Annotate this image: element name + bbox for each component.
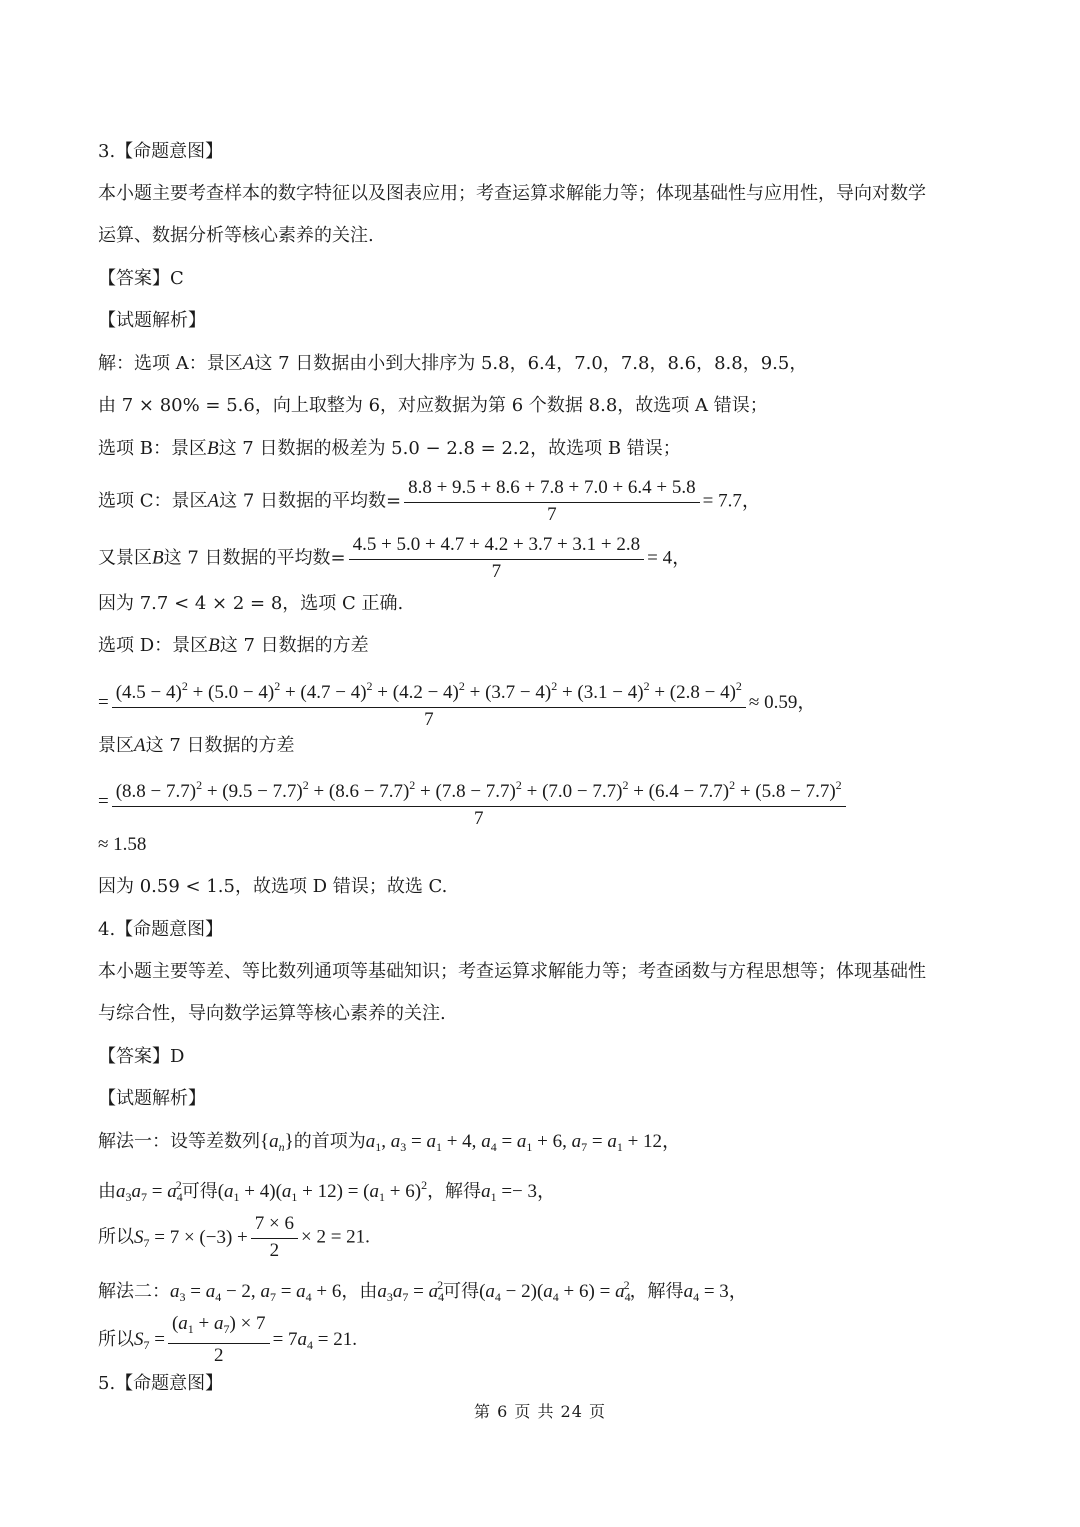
q4-intent-line-1: 本小题主要等差、等比数列通项等基础知识；考查运算求解能力等；考查函数与方程思想等；体现基础性 [98,961,926,982]
q4-analysis-label: 【试题解析】 [98,1088,206,1109]
page-footer: 第 6 页 共 24 页 [474,1402,606,1421]
q3-intent-line-1: 本小题主要考查样本的数字特征以及图表应用；考查运算求解能力等；体现基础性与应用性，导向对数学 [98,183,926,204]
q4-answer: 【答案】D [98,1046,185,1067]
q3-option-a-line-2: 由 7 × 80% = 5.6，向上取整为 6，对应数据为第 6 个数据 8.8，故选项 A 错误； [98,395,768,416]
q3-option-c-conclusion: 因为 7.7 < 4 × 2 = 8，选项 C 正确. [98,593,404,614]
fraction: $(8.8 - 7.7)^2 + (9.5 - 7.7)^2 + (8.6 - 7.7)^2 + (7.8 - 7.7)^2 + (7.0 - 7.7)^2 + (6.4 - 7.7)^2 + (5.8 - 7.7)^2$ 7 [112,773,846,831]
q3-variance-b: = $(4.5 - 4)^2 + (5.0 - 4)^2 + (4.7 - 4)^2 + (4.2 - 4)^2 + (3.7 - 4)^2 + (3.1 - 4)^2 + (2.8 - 4)^2$ 7 ≈ 0.59， [98,674,816,732]
q4-method-2-line-2: 所以$S_7$ = $\frac{(a_1 + a_7) \times 7}{2}$ = $7a_4 = 21$. [98,1313,357,1366]
q3-analysis-label: 【试题解析】 [98,310,206,331]
q4-method-1-line-3: 所以$S_7 = 7 \times (-3)$ + $\frac{7 \times 6}{2}$ × 2 = 21. [98,1213,370,1261]
q3-header: 3.【命题意图】 [98,141,224,162]
q5-header: 5.【命题意图】 [98,1373,224,1394]
q3-option-d: 选项 D：景区B这 7 日数据的方差 [98,635,369,656]
fraction: $\frac{8.8 + 9.5 + 8.6 + 7.8 + 7.0 + 6.4 + 5.8}{7}$ [404,476,700,527]
q3-variance-a-result: ≈ 1.58 [98,834,147,855]
q4-method-1-line-2: 由$a_3a_7 = a_4^2$可得$(a_1 + 4)(a_1 + 12) = (a_1 + 6)^2$，解得$a_1 =- 3$， [98,1178,556,1204]
q4-method-1-line-1: 解法一：设等差数列$\{a_n\}$的首项为$a_1$, $a_3 = a_1 + 4$, $a_4 = a_1 + 6$, $a_7 = a_1 + 12$， [98,1131,682,1154]
q3-option-c-mean: 选项 C：景区A这 7 日数据的平均数= $\frac{8.8 + 9.5 + 8.6 + 7.8 + 7.0 + 6.4 + 5.8}{7}$ = 7.7， [98,477,761,525]
q4-header: 4.【命题意图】 [98,919,224,940]
q3-variance-a: = $(8.8 - 7.7)^2 + (9.5 - 7.7)^2 + (8.6 - 7.7)^2 + (7.8 - 7.7)^2 + (7.0 - 7.7)^2 + (6.4 - 7.7)^2 + (5.8 - 7.7)^2$ 7 [98,773,849,831]
q3-intent-line-2: 运算、数据分析等核心素养的关注. [98,225,374,246]
q4-method-2-line-1: 解法二：$a_3 = a_4 - 2$, $a_7 = a_4 + 6$，由$a_3a_7 = a_4^2$可得$(a_4 - 2)(a_4 + 6) = a_4^2$，解得$a_4 = 3$， [98,1278,748,1304]
fraction: $\frac{(a_1 + a_7) \times 7}{2}$ [168,1312,270,1368]
fraction: $\frac{7 \times 6}{2}$ [251,1212,298,1263]
q3-answer: 【答案】C [98,268,184,289]
q3-option-c-mean-b: 又景区B这 7 日数据的平均数= $\frac{4.5 + 5.0 + 4.7 + 4.2 + 3.7 + 3.1 + 2.8}{7}$ = 4， [98,534,692,582]
q3-option-b: 选项 B：景区B这 7 日数据的极差为 5.0 − 2.8 = 2.2，故选项 B 错误； [98,438,681,459]
q4-intent-line-2: 与综合性，导向数学运算等核心素养的关注. [98,1003,446,1024]
q3-option-d-conclusion: 因为 0.59 < 1.5，故选项 D 错误；故选 C. [98,876,448,897]
q3-variance-a-label: 景区A这 7 日数据的方差 [98,735,295,756]
fraction: $(4.5 - 4)^2 + (5.0 - 4)^2 + (4.7 - 4)^2 + (4.2 - 4)^2 + (3.7 - 4)^2 + (3.1 - 4)^2 + (2.8 - 4)^2$ 7 [112,674,746,732]
fraction: $\frac{4.5 + 5.0 + 4.7 + 4.2 + 3.7 + 3.1 + 2.8}{7}$ [349,533,645,584]
q3-option-a-line-1: 解：选项 A：景区A这 7 日数据由小到大排序为 5.8，6.4，7.0，7.8，8.6，8.8，9.5， [98,353,808,374]
